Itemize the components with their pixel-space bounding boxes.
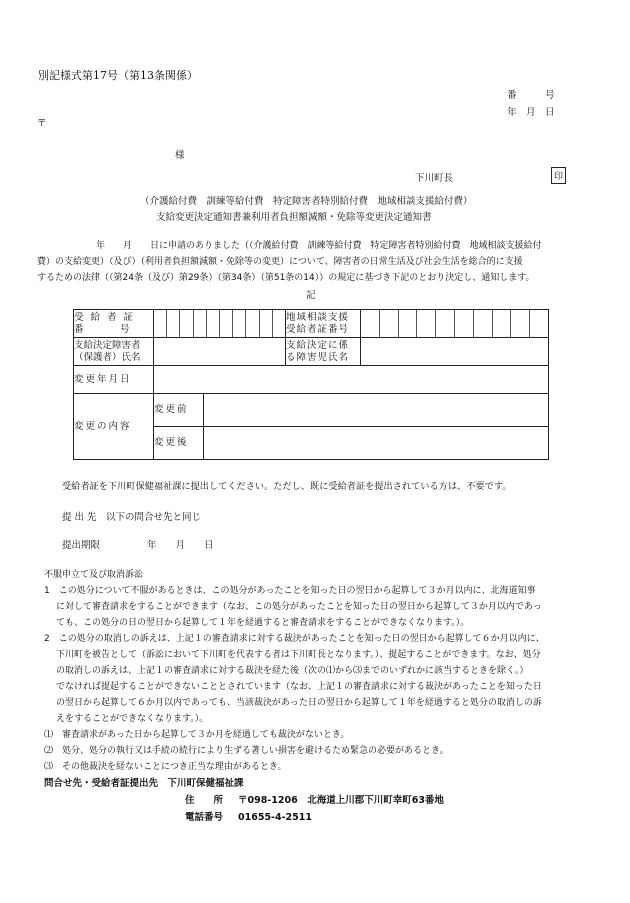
appeal-p2-line1: 2 この処分の取消しの訴えは、上記１の審査請求に対する裁決があったことを知った日の翌日から起算して６か月以内に、 bbox=[44, 634, 545, 644]
appeal-p2-line5: の翌日から起算して６か月以内であっても、当該裁決があった日の翌日から起算して１年を経過すると処分の取消しの訴 bbox=[56, 698, 542, 708]
title-line1: （介護給付費 訓練等給付費 特定障害者特別給付費 地域相談支援給付費） bbox=[140, 196, 473, 207]
body-line1: 年 月 日に申請のありました（（介護給付費 訓練等給付費 特定障害者特別給付費 地域相談支援給付 bbox=[96, 241, 542, 251]
phone-value: 01655-4-2511 bbox=[238, 812, 312, 823]
change-content-label: 変更の内容 bbox=[74, 394, 154, 460]
before-label: 変更前 bbox=[154, 394, 204, 427]
recipient-cert-label: 受 給 者 証 番 号 bbox=[74, 310, 154, 338]
address-value: 〒098-1206 北海道上川郡下川町幸町63番地 bbox=[238, 795, 444, 806]
after-label: 変更後 bbox=[154, 427, 204, 460]
appeal-p2-line2: 下川町を被告として（訴訟において下川町を代表する者は下川町長となります。）、提起することができます。なお、処分 bbox=[56, 650, 541, 660]
address-label: 住 所 bbox=[185, 795, 224, 806]
deadline-label: 提出期限 bbox=[62, 540, 101, 551]
appeal-heading: 不服申立て及び取消訴訟 bbox=[44, 570, 144, 580]
change-decision-table bbox=[73, 309, 549, 460]
body-line2: 費）の支給変更）（及び）（利用者負担額減額・免除等の変更）について、障害者の日常生活及び社会生活を総合的に支援 bbox=[37, 257, 523, 267]
phone-label: 電話番号 bbox=[185, 812, 224, 823]
recipient-suffix: 様 bbox=[175, 150, 185, 161]
regional-cert-label: 地域相談支援 受給者証番号 bbox=[286, 310, 361, 338]
body-line3: するための法律（（第24条（及び）第29条）（第34条）（第51条の14））の規定に基づき下記のとおり決定し、通知します。 bbox=[37, 273, 535, 283]
appeal-p1-line3: ても、この処分の日の翌日から起算して１年を経過すると審査請求をすることができなくなります。）。 bbox=[56, 618, 470, 628]
number-label: 番 号 bbox=[507, 90, 555, 101]
appeal-condition-1: ⑴ 審査請求があった日から起算して３か月を経過しても裁決がないとき。 bbox=[44, 730, 350, 740]
postal-mark: 〒 bbox=[37, 118, 47, 129]
recipient-cert-number-boxes[interactable] bbox=[154, 310, 286, 338]
appeal-condition-2: ⑵ 処分、処分の執行又は手続の続行により生ずる著しい損害を避けるため緊急の必要があるとき。 bbox=[44, 746, 449, 756]
appeal-p2-line4: でなければ提起することができないこととされています（なお、上記１の審査請求に対する裁決があったことを知った日 bbox=[56, 682, 542, 692]
deadline-date: 年 月 日 bbox=[147, 540, 214, 551]
seal-mark: 印 bbox=[551, 167, 566, 184]
guardian-name-label: 支給決定障害者 （保護者）氏名 bbox=[74, 338, 154, 366]
issuer-name: 下川町長 bbox=[415, 173, 454, 184]
appeal-p2-line3: の取消しの訴えは、上記１の審査請求に対する裁決を経た後（次の⑴から⑶までのいずれかに該当するときを除く。） bbox=[56, 666, 529, 676]
date-label: 年 月 日 bbox=[507, 107, 555, 118]
change-date-field[interactable] bbox=[154, 366, 549, 394]
appeal-condition-3: ⑶ その他裁決を経ないことにつき正当な理由があるとき。 bbox=[44, 762, 287, 772]
regional-cert-number-boxes[interactable] bbox=[361, 310, 549, 338]
after-field[interactable] bbox=[204, 427, 549, 460]
before-field[interactable] bbox=[204, 394, 549, 427]
child-name-label: 支給決定に係 る障害児氏名 bbox=[286, 338, 361, 366]
child-name-field[interactable] bbox=[361, 338, 549, 366]
submit-instruction: 受給者証を下川町保健福祉課に提出してください。ただし、既に受給者証を提出されている方は、不要です。 bbox=[62, 481, 512, 492]
appeal-p1-line1: 1 この処分について不服があるときは、この処分があったことを知った日の翌日から起算して３か月以内に、北海道知事 bbox=[44, 586, 536, 596]
guardian-name-field[interactable] bbox=[154, 338, 286, 366]
contact-label: 問合せ先・受給者証提出先 下川町保健福祉課 bbox=[44, 778, 244, 789]
submit-to: 提 出 先 以下の問合せ先と同じ bbox=[62, 512, 202, 523]
form-number: 別記様式第17号（第13条関係） bbox=[38, 69, 198, 82]
change-date-label: 変更年月日 bbox=[74, 366, 154, 394]
ki-mark: 記 bbox=[306, 290, 316, 301]
appeal-p1-line2: に対して審査請求をすることができます（なお、この処分があったことを知った日の翌日から起算して３か月以内であっ bbox=[56, 602, 542, 612]
appeal-p2-line6: えをすることができなくなります。）。 bbox=[56, 714, 209, 724]
title-line2: 支給変更決定通知書兼利用者負担額減額・免除等変更決定通知書 bbox=[156, 212, 432, 223]
